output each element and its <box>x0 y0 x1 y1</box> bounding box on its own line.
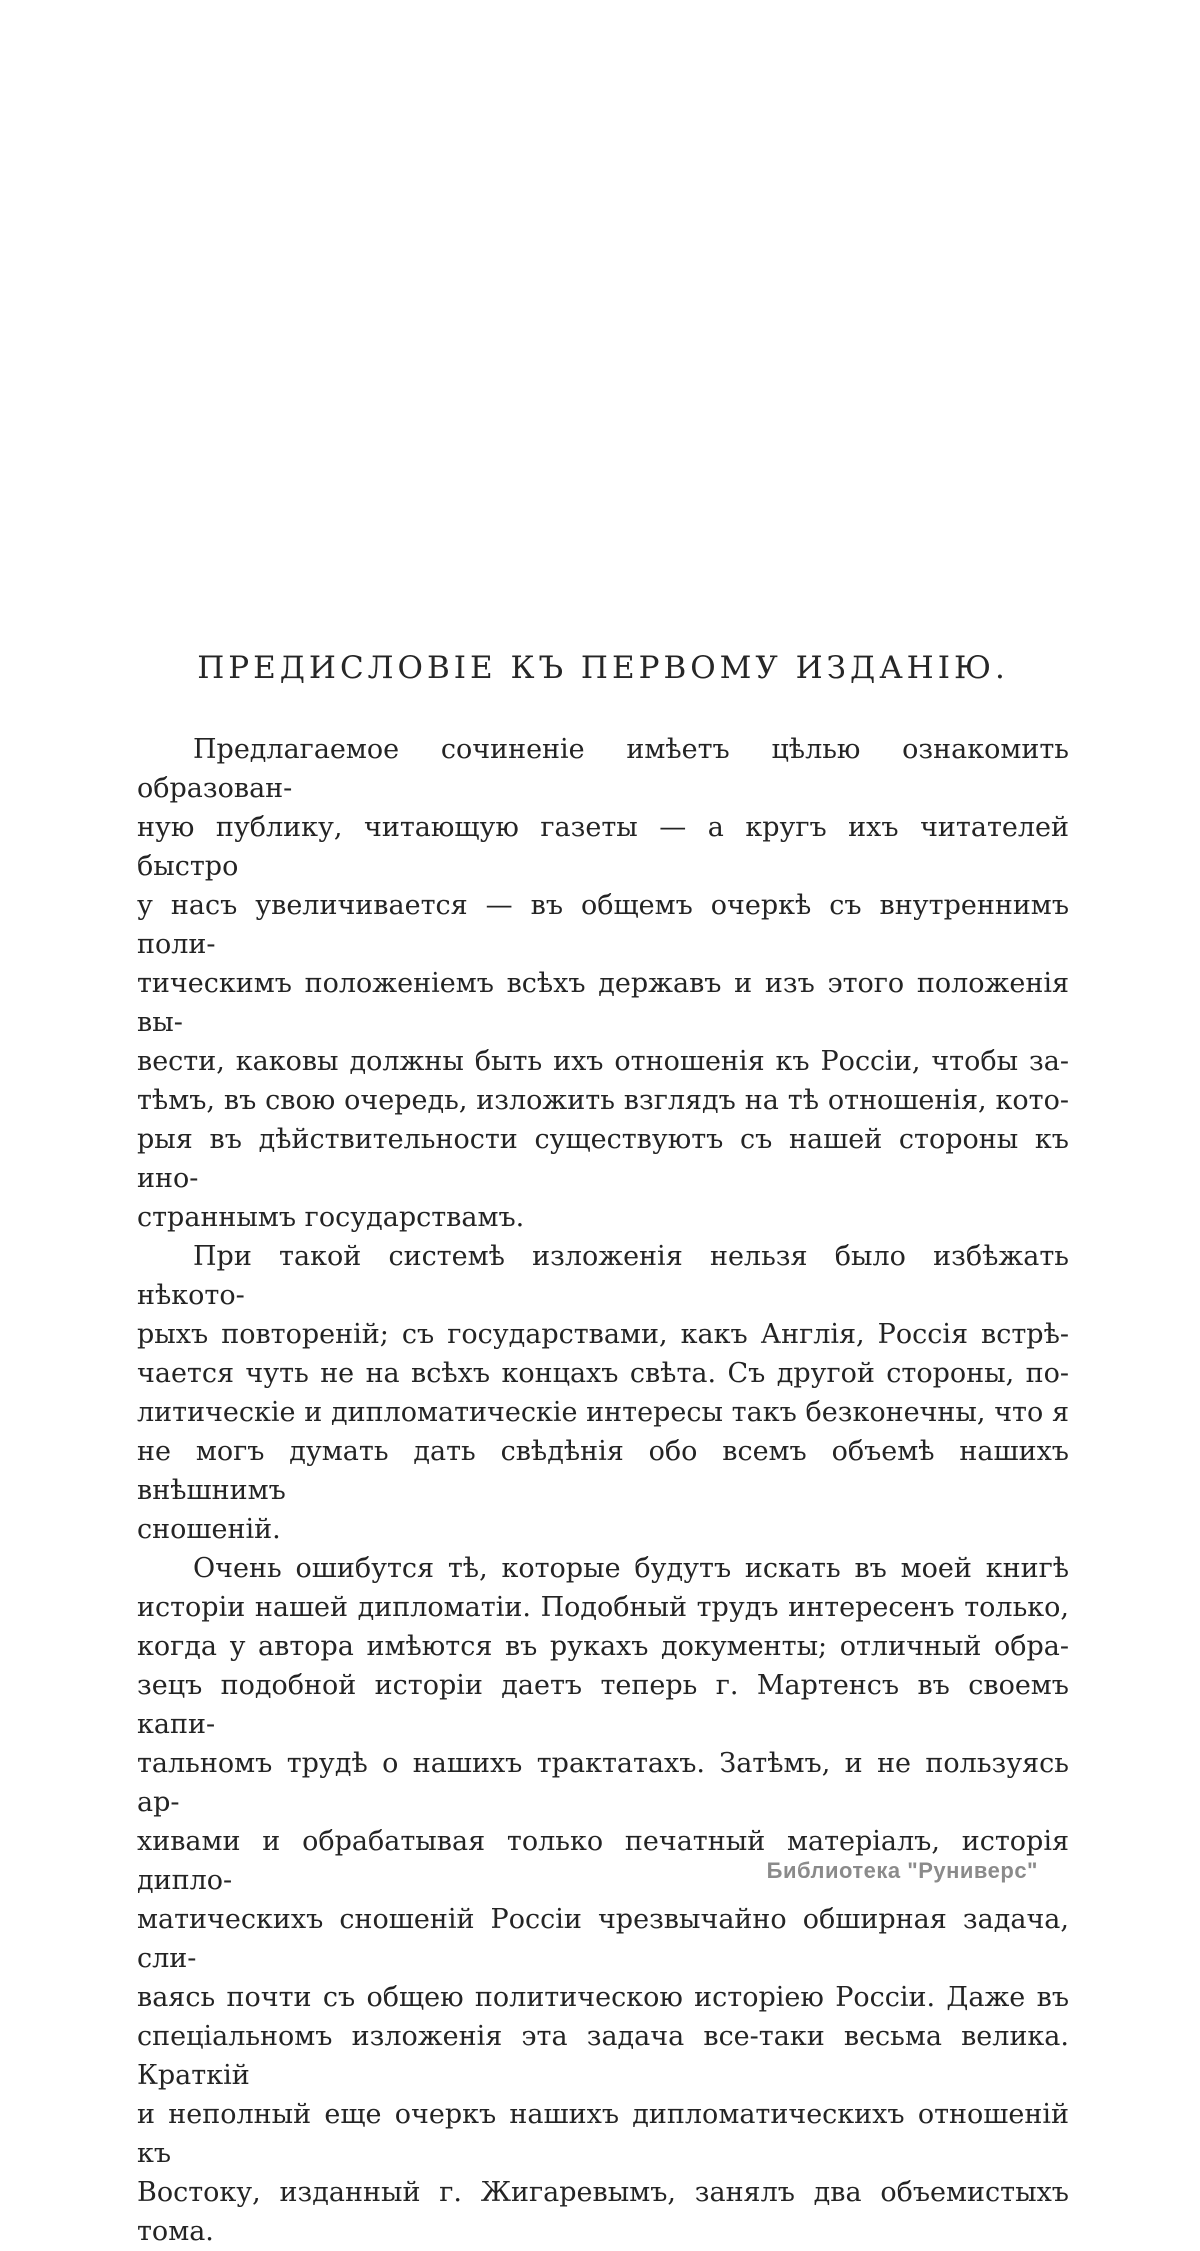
text-line: При такой системѣ изложенія нельзя было избѣжать нѣкото- <box>137 1241 1069 1311</box>
text-line: рыхъ повтореній; съ государствами, какъ Англія, Россія встрѣ- <box>137 1319 1069 1350</box>
paragraphs-container <box>137 730 1069 2251</box>
text-line: исторіи нашей дипломатіи. Подобный трудъ интересенъ только, <box>137 1592 1069 1623</box>
text-line: тома. <box>137 2216 214 2247</box>
text-line: зецъ подобной исторіи даетъ теперь г. Мартенсъ въ своемъ капи- <box>137 1670 1069 1740</box>
text-line: рыя въ дѣйствительности существуютъ съ нашей стороны къ ино- <box>137 1124 1069 1194</box>
text-line: страннымъ государствамъ. <box>137 1202 525 1233</box>
text-line: спеціальномъ изложенія эта задача все-таки весьма велика. Краткій <box>137 2021 1069 2091</box>
library-watermark: Библиотека "Руниверс" <box>766 1858 1038 1883</box>
text-block <box>137 650 1069 2251</box>
text-line: когда у автора имѣются въ рукахъ документы; отличный обра- <box>137 1631 1069 1662</box>
text-line: хивами и обрабатывая только печатный матеріалъ, исторія дипло- <box>137 1826 1069 1896</box>
text-line: Востоку, изданный г. Жигаревымъ, занялъ два объемистыхъ <box>137 2177 1069 2208</box>
text-line: тѣмъ, въ свою очередь, изложить взглядъ на тѣ отношенія, кото- <box>137 1085 1069 1116</box>
text-line: вести, каковы должны быть ихъ отношенія къ Россіи, чтобы за- <box>137 1046 1069 1077</box>
text-line: Очень ошибутся тѣ, которые будутъ искать въ моей книгѣ <box>193 1553 1069 1584</box>
paragraph <box>137 730 1069 1237</box>
text-line: литическіе и дипломатическіе интересы такъ безконечны, что я <box>137 1397 1069 1428</box>
text-line: чается чуть не на всѣхъ концахъ свѣта. Съ другой стороны, по- <box>137 1358 1069 1389</box>
text-line: у насъ увеличивается — въ общемъ очеркѣ съ внутреннимъ поли- <box>137 890 1069 960</box>
text-line: сношеній. <box>137 1514 281 1545</box>
text-line: не могъ думать дать свѣдѣнія обо всемъ объемѣ нашихъ внѣшнимъ <box>137 1436 1069 1506</box>
text-line: Предлагаемое сочиненіе имѣетъ цѣлью ознакомить образован- <box>137 734 1069 804</box>
page-title: ПРЕДИСЛОВІЕ КЪ ПЕРВОМУ ИЗДАНІЮ. <box>197 650 1009 686</box>
text-line: ную публику, читающую газеты — а кругъ ихъ читателей быстро <box>137 812 1069 882</box>
text-line: матическихъ сношеній Россіи чрезвычайно обширная задача, сли- <box>137 1904 1069 1974</box>
text-line: и неполный еще очеркъ нашихъ дипломатическихъ отношеній къ <box>137 2099 1069 2169</box>
paragraph <box>137 1549 1069 2251</box>
text-line: тическимъ положеніемъ всѣхъ державъ и изъ этого положенія вы- <box>137 968 1069 1038</box>
text-line: ваясь почти съ общею политическою исторіею Россіи. Даже въ <box>137 1982 1069 2013</box>
text-line: тальномъ трудѣ о нашихъ трактатахъ. Затѣмъ, и не пользуясь ар- <box>137 1748 1069 1818</box>
paragraph <box>137 1237 1069 1549</box>
